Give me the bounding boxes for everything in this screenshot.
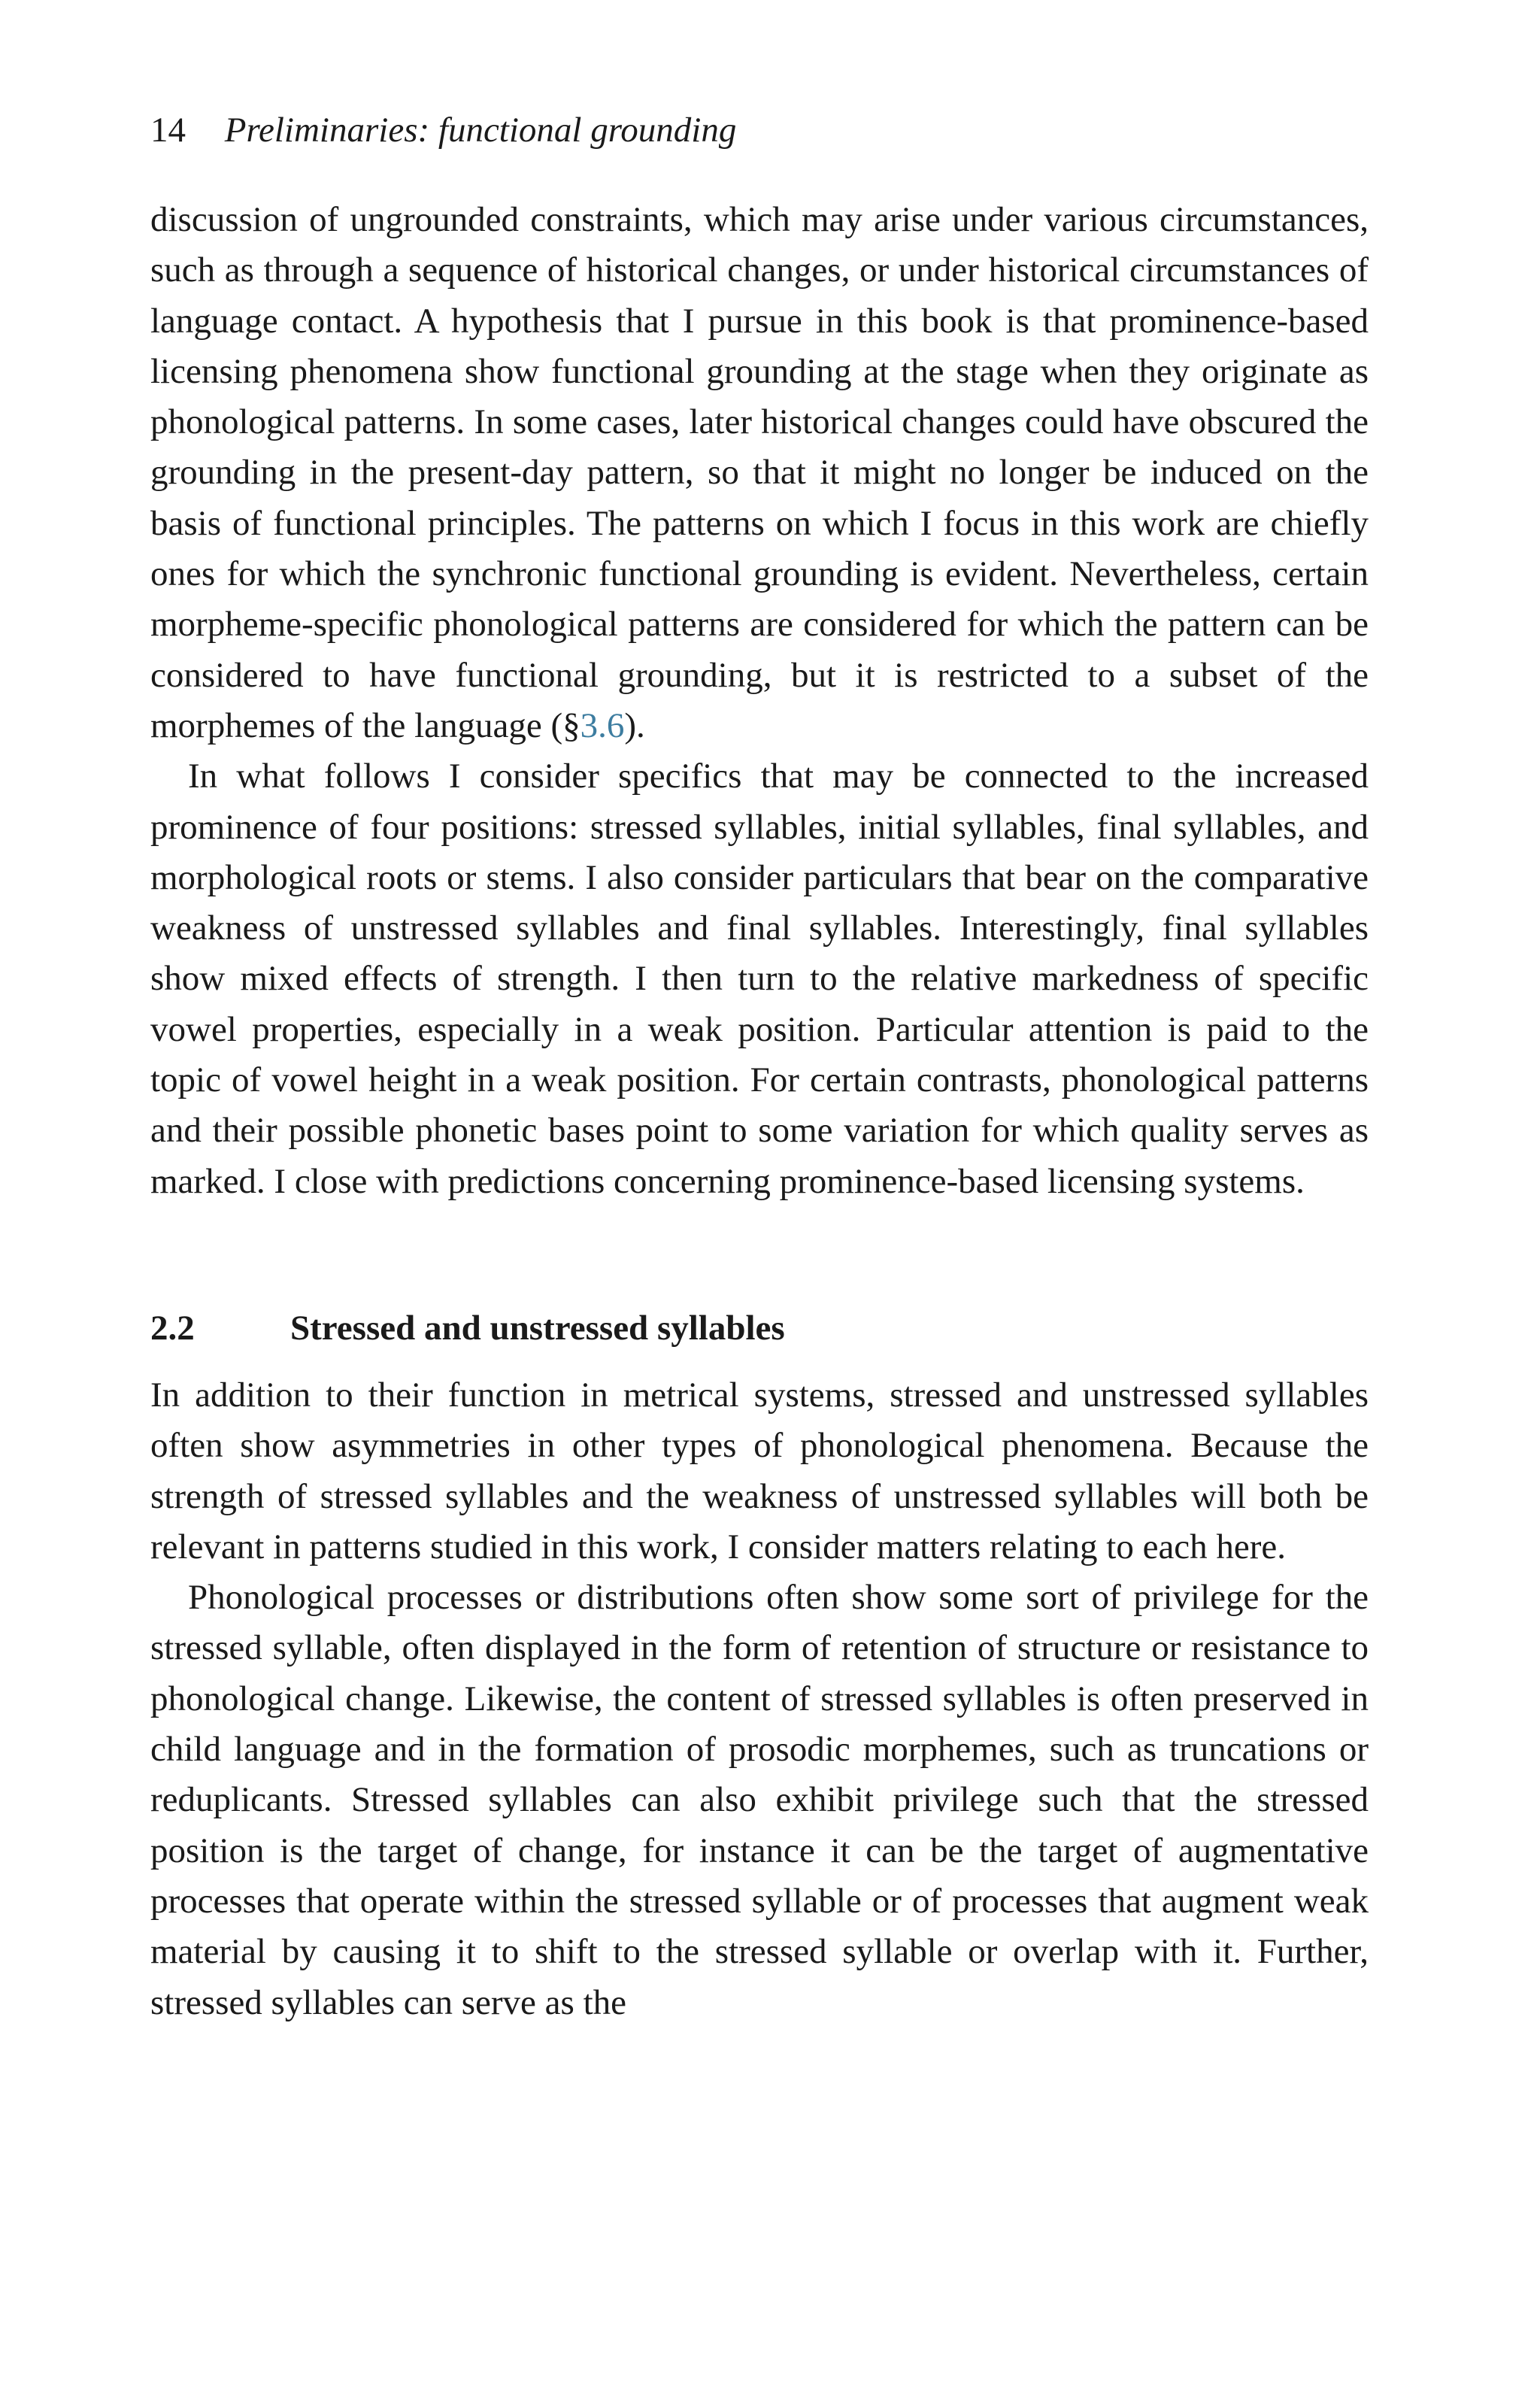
body-paragraph: In what follows I consider specifics that may be connected to the increased prominence of four positions: stressed syllables, initial syllables, final syllables, and morphological roots or stems. I also consider particulars that bear on the comparative weakness of unstressed syllables and final syllables. Interestingly, final syllables show mixed effects of strength. I then turn to the relative markedness of specific vowel properties, especially in a weak position. Particular attention is paid to the topic of vowel height in a weak position. For certain contrasts, phonological patterns and their possible phonetic bases point to some variation for which quality serves as marked. I close with predictions concerning prominence-based licensing systems. <box>150 757 1369 1201</box>
section-title: Stressed and unstressed syllables <box>290 1308 785 1348</box>
body-paragraph-continued <box>150 195 1369 751</box>
section-heading <box>150 1303 1369 1354</box>
section-number: 2.2 <box>150 1308 195 1348</box>
section-paragraph: Phonological processes or distributions often show some sort of privilege for the stressed syllable, often displayed in the form of retention of structure or resistance to phonological change. Likewise, the content of stressed syllables is often preserved in child language and in the formation of prosodic morphemes, such as truncations or reduplicants. Stressed syllables can also exhibit privilege such that the stressed position is the target of change, for instance it can be the target of augmentative processes that operate within the stressed syllable or of processes that augment weak material by causing it to shift to the stressed syllable or overlap with it. Further, stressed syllables can serve as the <box>150 1578 1369 2022</box>
running-title: Preliminaries: functional grounding <box>224 111 737 150</box>
book-page <box>150 113 1369 2028</box>
section-cross-reference-link[interactable]: 3.6 <box>580 705 625 745</box>
paragraph-text-end: ). <box>624 705 645 745</box>
page-number: 14 <box>150 111 186 150</box>
paragraph-text: discussion of ungrounded constraints, which may arise under various circumstances, such as through a sequence of historical changes, or under historical circumstances of language contact. A hypothesis that I pursue in this book is that prominence-based licensing phenomena show functional grounding at the stage when they originate as phonological patterns. In some cases, later historical changes could have obscured the grounding in the present-day pattern, so that it might no longer be induced on the basis of functional principles. The patterns on which I focus in this work are chiefly ones for which the synchronic functional grounding is evident. Nevertheless, certain morpheme-specific phonological patterns are considered for which the pattern can be considered to have functional grounding, but it is restricted to a subset of the morphemes of the language (§ <box>150 200 1369 745</box>
running-head <box>150 113 1369 148</box>
section-paragraph: In addition to their function in metrical systems, stressed and unstressed syllables often show asymmetries in other types of phonological phenomena. Because the strength of stressed syllables and the weakness of unstressed syllables will both be relevant in patterns studied in this work, I consider matters relating to each here. <box>150 1375 1369 1567</box>
